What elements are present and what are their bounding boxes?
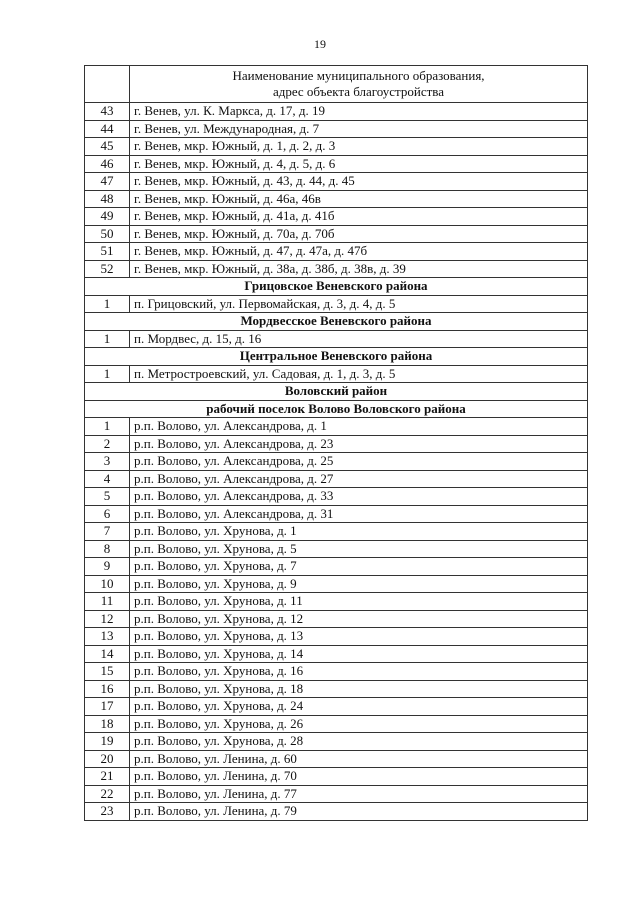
page-number: 19 [314, 37, 326, 51]
row-address: р.п. Волово, ул. Ленина, д. 79 [130, 803, 588, 821]
row-address: г. Венев, мкр. Южный, д. 70а, д. 70б [130, 225, 588, 243]
table-row [85, 190, 588, 208]
row-number: 13 [85, 628, 130, 646]
row-address: р.п. Волово, ул. Хрунова, д. 13 [130, 628, 588, 646]
table-row [85, 295, 588, 313]
table-row [85, 155, 588, 173]
row-number: 4 [85, 470, 130, 488]
row-address: р.п. Волово, ул. Александрова, д. 25 [130, 453, 588, 471]
section-row [85, 313, 588, 331]
header-line-2: адрес объекта благоустройства [272, 84, 445, 99]
row-address: р.п. Волово, ул. Хрунова, д. 16 [130, 663, 588, 681]
table-row [85, 645, 588, 663]
section-row [85, 278, 588, 296]
table-row [85, 785, 588, 803]
table-row [85, 330, 588, 348]
row-address: р.п. Волово, ул. Ленина, д. 60 [130, 750, 588, 768]
row-number: 18 [85, 715, 130, 733]
row-address: р.п. Волово, ул. Александрова, д. 1 [130, 418, 588, 436]
table-row [85, 733, 588, 751]
table-row [85, 243, 588, 261]
table-row [85, 540, 588, 558]
row-address: р.п. Волово, ул. Хрунова, д. 26 [130, 715, 588, 733]
table-row [85, 418, 588, 436]
section-title: Мордвесское Веневского района [85, 313, 588, 331]
row-address: р.п. Волово, ул. Хрунова, д. 7 [130, 558, 588, 576]
row-number: 14 [85, 645, 130, 663]
row-number: 52 [85, 260, 130, 278]
row-number: 7 [85, 523, 130, 541]
row-number: 1 [85, 418, 130, 436]
section-title: Центральное Веневского района [85, 348, 588, 366]
section-row [85, 383, 588, 401]
row-number: 16 [85, 680, 130, 698]
table-row [85, 453, 588, 471]
table-row [85, 173, 588, 191]
row-number: 22 [85, 785, 130, 803]
row-number: 44 [85, 120, 130, 138]
table-row [85, 488, 588, 506]
row-address: р.п. Волово, ул. Хрунова, д. 12 [130, 610, 588, 628]
row-number: 43 [85, 103, 130, 121]
row-address: р.п. Волово, ул. Ленина, д. 70 [130, 768, 588, 786]
table-row [85, 260, 588, 278]
table-row [85, 698, 588, 716]
section-row [85, 400, 588, 418]
table-row [85, 628, 588, 646]
row-address: п. Грицовский, ул. Первомайская, д. 3, д. 4, д. 5 [130, 295, 588, 313]
row-address: п. Мордвес, д. 15, д. 16 [130, 330, 588, 348]
row-number: 1 [85, 295, 130, 313]
row-number: 20 [85, 750, 130, 768]
row-number: 12 [85, 610, 130, 628]
table-row [85, 470, 588, 488]
table-row [85, 768, 588, 786]
row-address: г. Венев, мкр. Южный, д. 47, д. 47а, д. 47б [130, 243, 588, 261]
row-number: 5 [85, 488, 130, 506]
table-row [85, 365, 588, 383]
row-number: 21 [85, 768, 130, 786]
table-row [85, 225, 588, 243]
row-address: г. Венев, мкр. Южный, д. 41а, д. 41б [130, 208, 588, 226]
row-address: р.п. Волово, ул. Александрова, д. 31 [130, 505, 588, 523]
row-number: 46 [85, 155, 130, 173]
row-number: 51 [85, 243, 130, 261]
row-number: 17 [85, 698, 130, 716]
table-row [85, 208, 588, 226]
table-row [85, 803, 588, 821]
row-number: 47 [85, 173, 130, 191]
table-row [85, 715, 588, 733]
section-title: рабочий поселок Волово Воловского района [85, 400, 588, 418]
table-row [85, 575, 588, 593]
row-address: г. Венев, ул. К. Маркса, д. 17, д. 19 [130, 103, 588, 121]
section-title: Воловский район [85, 383, 588, 401]
table-row [85, 505, 588, 523]
row-address: р.п. Волово, ул. Хрунова, д. 18 [130, 680, 588, 698]
table-row [85, 663, 588, 681]
row-number: 23 [85, 803, 130, 821]
row-address: р.п. Волово, ул. Александрова, д. 27 [130, 470, 588, 488]
header-title-cell [130, 66, 588, 103]
table-row [85, 610, 588, 628]
row-number: 1 [85, 330, 130, 348]
row-number: 45 [85, 138, 130, 156]
row-number: 8 [85, 540, 130, 558]
row-address: р.п. Волово, ул. Александрова, д. 23 [130, 435, 588, 453]
row-number: 3 [85, 453, 130, 471]
table-row [85, 120, 588, 138]
row-number: 50 [85, 225, 130, 243]
table-row [85, 750, 588, 768]
row-number: 2 [85, 435, 130, 453]
row-address: г. Венев, мкр. Южный, д. 4, д. 5, д. 6 [130, 155, 588, 173]
table-row [85, 680, 588, 698]
row-address: р.п. Волово, ул. Александрова, д. 33 [130, 488, 588, 506]
objects-table [84, 65, 588, 821]
row-number: 10 [85, 575, 130, 593]
row-address: г. Венев, мкр. Южный, д. 1, д. 2, д. 3 [130, 138, 588, 156]
row-number: 15 [85, 663, 130, 681]
row-address: р.п. Волово, ул. Хрунова, д. 28 [130, 733, 588, 751]
table-row [85, 138, 588, 156]
row-address: р.п. Волово, ул. Хрунова, д. 1 [130, 523, 588, 541]
table-row [85, 103, 588, 121]
section-title: Грицовское Веневского района [85, 278, 588, 296]
row-number: 9 [85, 558, 130, 576]
header-line-1: Наименование муниципального образования, [232, 68, 485, 83]
table-row [85, 523, 588, 541]
table-row [85, 558, 588, 576]
row-address: р.п. Волово, ул. Хрунова, д. 24 [130, 698, 588, 716]
row-number: 19 [85, 733, 130, 751]
header-number-cell [85, 66, 130, 103]
row-address: р.п. Волово, ул. Ленина, д. 77 [130, 785, 588, 803]
row-address: р.п. Волово, ул. Хрунова, д. 9 [130, 575, 588, 593]
row-number: 49 [85, 208, 130, 226]
row-address: р.п. Волово, ул. Хрунова, д. 11 [130, 593, 588, 611]
section-row [85, 348, 588, 366]
row-number: 1 [85, 365, 130, 383]
row-address: г. Венев, мкр. Южный, д. 43, д. 44, д. 45 [130, 173, 588, 191]
table-row [85, 593, 588, 611]
table-row [85, 435, 588, 453]
row-address: г. Венев, мкр. Южный, д. 46а, 46в [130, 190, 588, 208]
row-number: 11 [85, 593, 130, 611]
row-address: р.п. Волово, ул. Хрунова, д. 14 [130, 645, 588, 663]
row-address: п. Метростроевский, ул. Садовая, д. 1, д. 3, д. 5 [130, 365, 588, 383]
row-address: г. Венев, ул. Международная, д. 7 [130, 120, 588, 138]
table-body [85, 66, 588, 821]
row-address: г. Венев, мкр. Южный, д. 38а, д. 38б, д. 38в, д. 39 [130, 260, 588, 278]
table-header-row [85, 66, 588, 103]
row-number: 48 [85, 190, 130, 208]
row-number: 6 [85, 505, 130, 523]
row-address: р.п. Волово, ул. Хрунова, д. 5 [130, 540, 588, 558]
